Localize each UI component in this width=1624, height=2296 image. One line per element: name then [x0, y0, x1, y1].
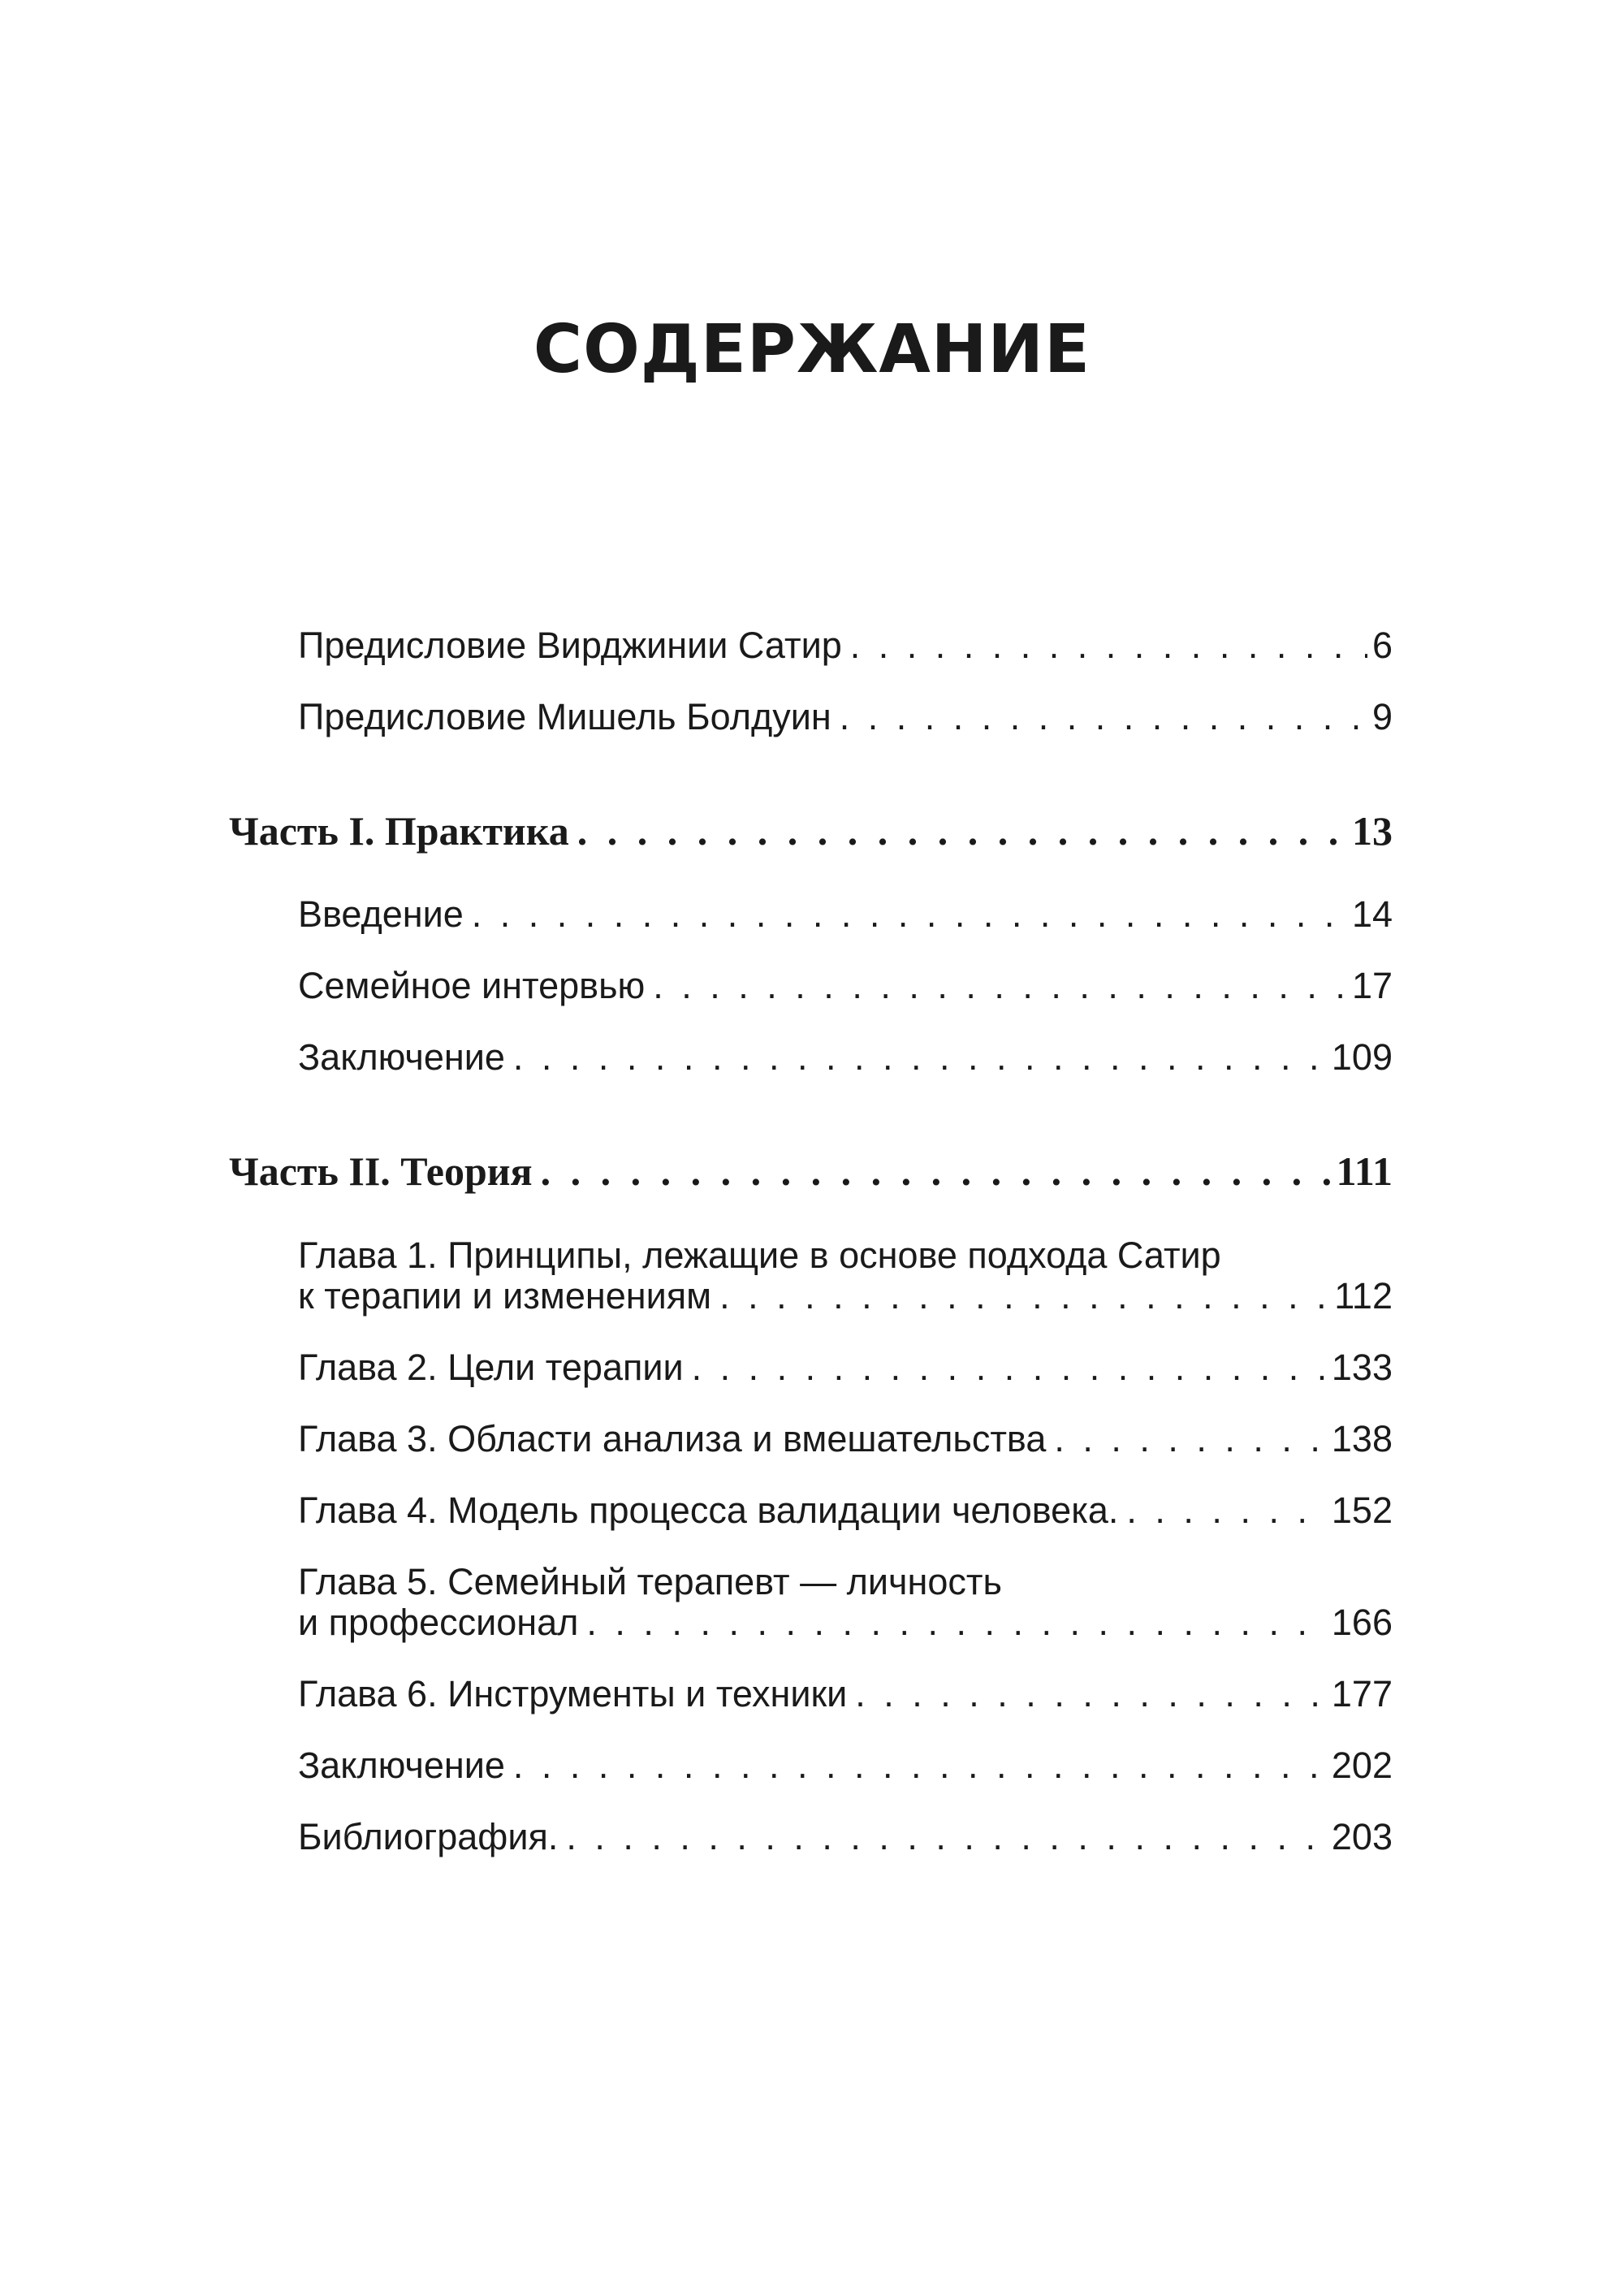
toc-entry-chapter-5[interactable] — [298, 1604, 1393, 1641]
toc-entry-label: Предисловие Мишель Болдуин — [298, 696, 831, 737]
toc-entry-label: и профессионал — [298, 1602, 579, 1643]
toc-entry-page: 109 — [1331, 1036, 1393, 1078]
toc-entry-introduction[interactable] — [298, 893, 1393, 935]
toc-entry-label: Заключение — [298, 1745, 505, 1786]
dot-leader — [653, 967, 1347, 1004]
toc-entry-chapter-5-line1: Глава 5. Семейный терапевт — личность — [298, 1561, 1002, 1602]
dot-leader — [850, 627, 1367, 664]
toc-entry-page: 166 — [1331, 1602, 1393, 1643]
toc-entry-chapter-6[interactable] — [298, 1673, 1393, 1714]
dot-leader — [566, 1818, 1327, 1855]
toc-entry-label: Глава 4. Модель процесса валидации человека. — [298, 1490, 1119, 1531]
toc-entry-page: 112 — [1334, 1275, 1393, 1317]
toc-entry-label: к терапии и изменениям — [298, 1275, 712, 1317]
toc-entry-chapter-2[interactable] — [298, 1349, 1393, 1386]
toc-entry-page: 202 — [1331, 1745, 1393, 1786]
dot-leader — [541, 1151, 1332, 1191]
dot-leader — [855, 1676, 1327, 1712]
toc-entry-label: Семейное интервью — [298, 965, 646, 1006]
toc-part-2[interactable] — [229, 1148, 1393, 1194]
toc-entry-page: 14 — [1351, 893, 1393, 935]
toc-entry-label: Предисловие Вирджинии Сатир — [298, 625, 842, 666]
toc-entry-chapter-3[interactable] — [298, 1420, 1393, 1457]
dot-leader — [586, 1604, 1326, 1641]
dot-leader — [1054, 1420, 1327, 1457]
dot-leader — [472, 896, 1347, 932]
toc-entry-label: Глава 2. Цели терапии — [298, 1347, 684, 1388]
toc-part-page: 111 — [1336, 1148, 1393, 1194]
dot-leader — [513, 1039, 1327, 1075]
toc-entry-page: 152 — [1331, 1490, 1393, 1531]
toc-entry-label: Библиография. — [298, 1816, 559, 1857]
dot-leader — [1126, 1492, 1326, 1529]
toc-entry-page: 177 — [1331, 1673, 1393, 1714]
toc-entry-bibliography[interactable] — [298, 1818, 1393, 1855]
dot-leader — [513, 1747, 1327, 1784]
toc-entry-chapter-1[interactable] — [298, 1275, 1393, 1317]
toc-entry-label: Заключение — [298, 1036, 505, 1078]
dot-leader — [719, 1278, 1329, 1314]
toc-entry-page: 6 — [1371, 625, 1393, 666]
toc-part-label: Часть I. Практика — [229, 808, 569, 854]
toc-part-page: 13 — [1352, 808, 1393, 854]
toc-entry-label: Введение — [298, 893, 464, 935]
toc-part-1[interactable] — [229, 808, 1393, 854]
page-title: СОДЕРЖАНИЕ — [533, 311, 1091, 388]
toc-entry-page: 9 — [1371, 696, 1393, 737]
toc-entry-page: 203 — [1331, 1816, 1393, 1857]
toc-entry-foreword-satir[interactable] — [298, 627, 1393, 664]
toc-entry-family-interview[interactable] — [298, 967, 1393, 1004]
dot-leader — [577, 811, 1347, 851]
toc-entry-label: Глава 6. Инструменты и техники — [298, 1673, 848, 1714]
toc-entry-foreword-baldwin[interactable] — [298, 698, 1393, 735]
toc-entry-page: 17 — [1351, 965, 1393, 1006]
dot-leader — [692, 1349, 1327, 1386]
toc-entry-page: 138 — [1331, 1418, 1393, 1459]
toc-entry-chapter-4[interactable] — [298, 1492, 1393, 1529]
toc-part-label: Часть II. Теория — [229, 1148, 533, 1194]
toc-entry-page: 133 — [1331, 1347, 1393, 1388]
toc-entry-chapter-1-line1: Глава 1. Принципы, лежащие в основе подхода Сатир — [298, 1234, 1221, 1276]
toc-entry-conclusion-part2[interactable] — [298, 1747, 1393, 1784]
dot-leader — [840, 698, 1367, 735]
toc-entry-conclusion-part1[interactable] — [298, 1036, 1393, 1078]
toc-entry-label: Глава 3. Области анализа и вмешательства — [298, 1418, 1047, 1459]
